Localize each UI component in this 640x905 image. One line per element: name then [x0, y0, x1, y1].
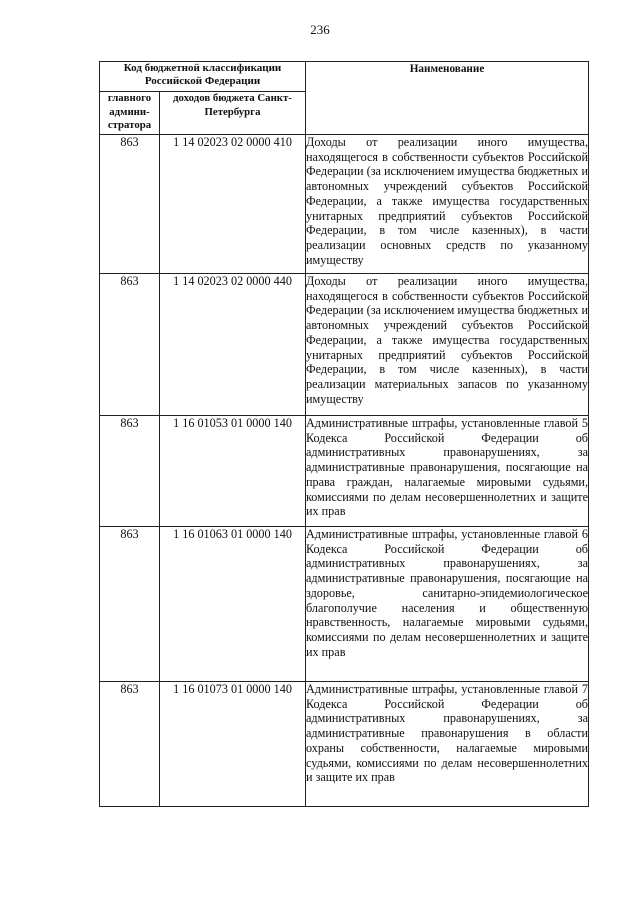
admin-code-cell: 863: [100, 682, 160, 807]
page-number: 236: [310, 22, 330, 37]
header-classification-code: Код бюджетной классификации Российской Федерации: [100, 62, 306, 92]
table-row: [100, 274, 589, 416]
admin-code-cell: 863: [100, 527, 160, 682]
header-name: Наименование: [306, 62, 589, 135]
admin-code-cell: 863: [100, 274, 160, 416]
budget-classification-table: [99, 61, 589, 807]
table-row: [100, 135, 589, 274]
name-cell: Административные штрафы, установленные главой 7 Кодекса Российской Федерации об административных правонарушениях, за административные правонарушения в области охраны собственности, налагаемые мировыми судьями, комиссиями по делам несовершеннолетних и защите их прав: [306, 682, 589, 807]
name-cell: Административные штрафы, установленные главой 5 Кодекса Российской Федерации об административных правонарушениях, за административные правонарушения, посягающие на права граждан, налагаемые мировыми судьями, комиссиями по делам несовершеннолетних и защите их прав: [306, 416, 589, 527]
income-code-cell: 1 16 01053 01 0000 140: [160, 416, 306, 527]
table-row: [100, 527, 589, 682]
header-main-administrator: главного админи-стратора: [100, 92, 160, 135]
admin-code-cell: 863: [100, 135, 160, 274]
income-code-cell: 1 16 01063 01 0000 140: [160, 527, 306, 682]
income-code-cell: 1 16 01073 01 0000 140: [160, 682, 306, 807]
name-cell: Административные штрафы, установленные главой 6 Кодекса Российской Федерации об административных правонарушениях, за административные правонарушения, посягающие на здоровье, санитарно-эпидемиологическое благополучие населения и общественную нравственность, налагаемые мировыми судьями, комиссиями по делам несовершеннолетних и защите их прав: [306, 527, 589, 682]
header-income-code: доходов бюджета Санкт-Петербурга: [160, 92, 306, 135]
name-cell: Доходы от реализации иного имущества, находящегося в собственности субъектов Российской Федерации (за исключением имущества бюджетных и автономных учреждений субъектов Российской Федерации, а также имущества государственных унитарных предприятий субъектов Российской Федерации, в том числе казенных), в части реализации основных средств по указанному имуществу: [306, 135, 589, 274]
income-code-cell: 1 14 02023 02 0000 440: [160, 274, 306, 416]
income-code-cell: 1 14 02023 02 0000 410: [160, 135, 306, 274]
table-body: [100, 135, 589, 807]
table-row: [100, 416, 589, 527]
table-row: [100, 682, 589, 807]
name-cell: Доходы от реализации иного имущества, находящегося в собственности субъектов Российской Федерации (за исключением имущества бюджетных и автономных учреждений субъектов Российской Федерации, а также имущества государственных унитарных предприятий субъектов Российской Федерации, в том числе казенных), в части реализации материальных запасов по указанному имуществу: [306, 274, 589, 416]
table-header: [100, 62, 589, 135]
admin-code-cell: 863: [100, 416, 160, 527]
